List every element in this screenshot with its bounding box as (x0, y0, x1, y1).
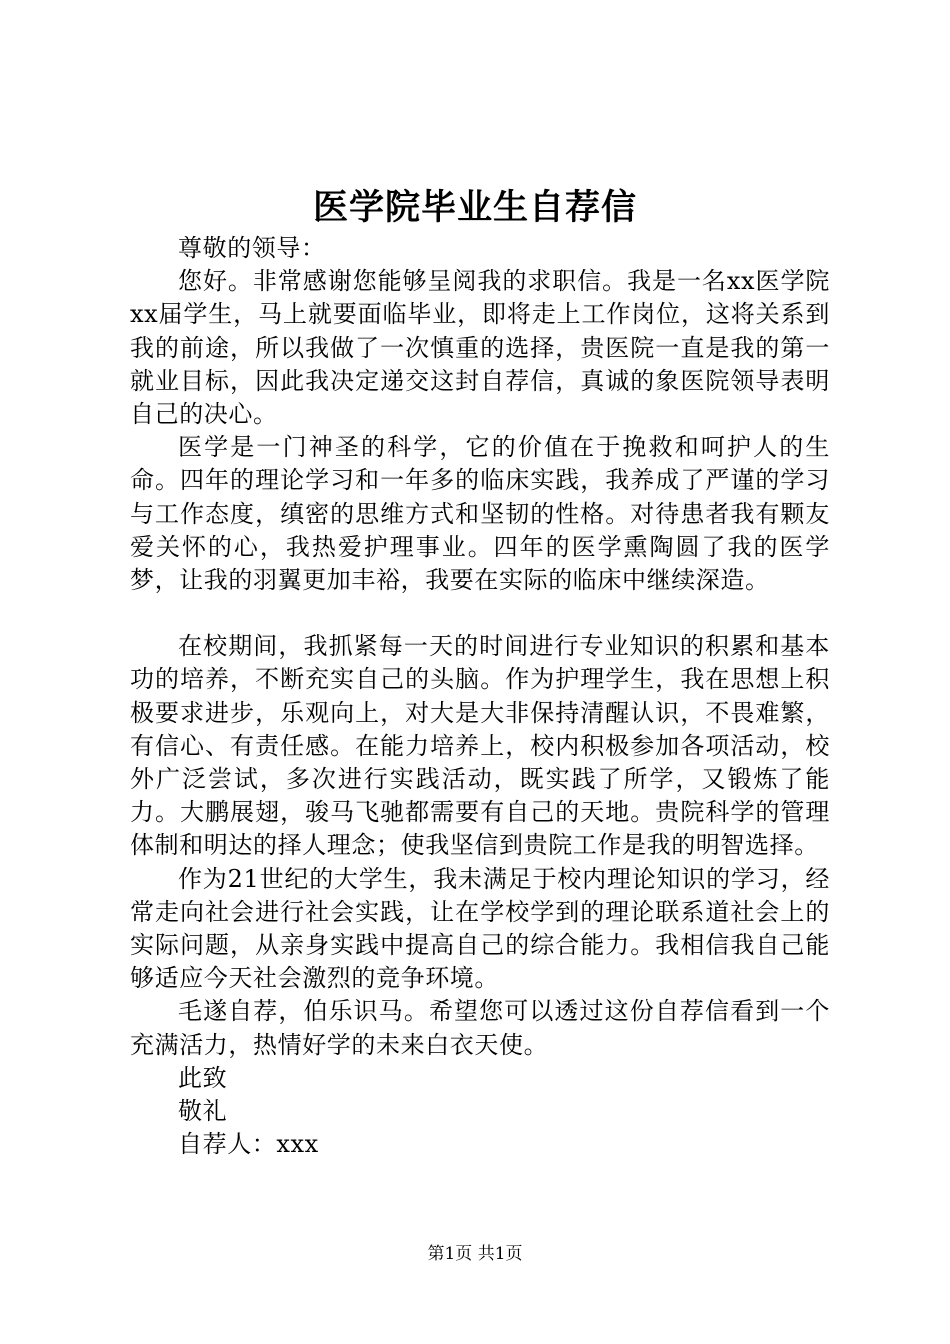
paragraph-practice: 作为21世纪的大学生，我未满足于校内理论知识的学习，经常走向社会进行社会实践，让在学校学到的理论联系道社会上的实际问题，从亲身实践中提高自己的综合能力。我相信我自己能够适应今天社会激烈的竞争环境。 (130, 864, 830, 993)
paragraph-school: 在校期间，我抓紧每一天的时间进行专业知识的积累和基本功的培养，不断充实自己的头脑。作为护理学生，我在思想上积极要求进步，乐观向上，对大是大非保持清醒认识，不畏难繁，有信心、有责任感。在能力培养上，校内积极参加各项活动，校外广泛尝试，多次进行实践活动，既实践了所学，又锻炼了能力。大鹏展翅，骏马飞驰都需要有自己的天地。贵院科学的管理体制和明达的择人理念；使我坚信到贵院工作是我的明智选择。 (130, 632, 830, 860)
document-title: 医学院毕业生自荐信 (312, 187, 637, 228)
page-footer: 第1页 共1页 (427, 1244, 523, 1264)
letter-body (130, 232, 830, 1161)
signature: 自荐人：xxx (178, 1130, 319, 1159)
paragraph-greeting: 您好。非常感谢您能够呈阅我的求职信。我是一名xx医学院xx届学生，马上就要面临毕业，即将走上工作岗位，这将关系到我的前途，所以我做了一次慎重的选择，贵医院一直是我的第一就业目标，因此我决定递交这封自荐信，真诚的象医院领导表明自己的决心。 (130, 267, 830, 429)
salutation: 尊敬的领导： (178, 234, 326, 262)
closing-ci-zhi: 此致 (178, 1063, 228, 1092)
blank-line (130, 597, 830, 630)
paragraph-medicine: 医学是一门神圣的科学，它的价值在于挽救和呵护人的生命。四年的理论学习和一年多的临床实践，我养成了严谨的学习与工作态度，缜密的思维方式和坚韧的性格。对待患者我有颗友爱关怀的心，我热爱护理事业。四年的医学熏陶圆了我的医学梦，让我的羽翼更加丰裕，我要在实际的临床中继续深造。 (130, 433, 830, 595)
closing-jing-li: 敬礼 (178, 1097, 228, 1126)
paragraph-conclusion: 毛遂自荐，伯乐识马。希望您可以透过这份自荐信看到一个充满活力，热情好学的未来白衣天使。 (130, 997, 830, 1059)
